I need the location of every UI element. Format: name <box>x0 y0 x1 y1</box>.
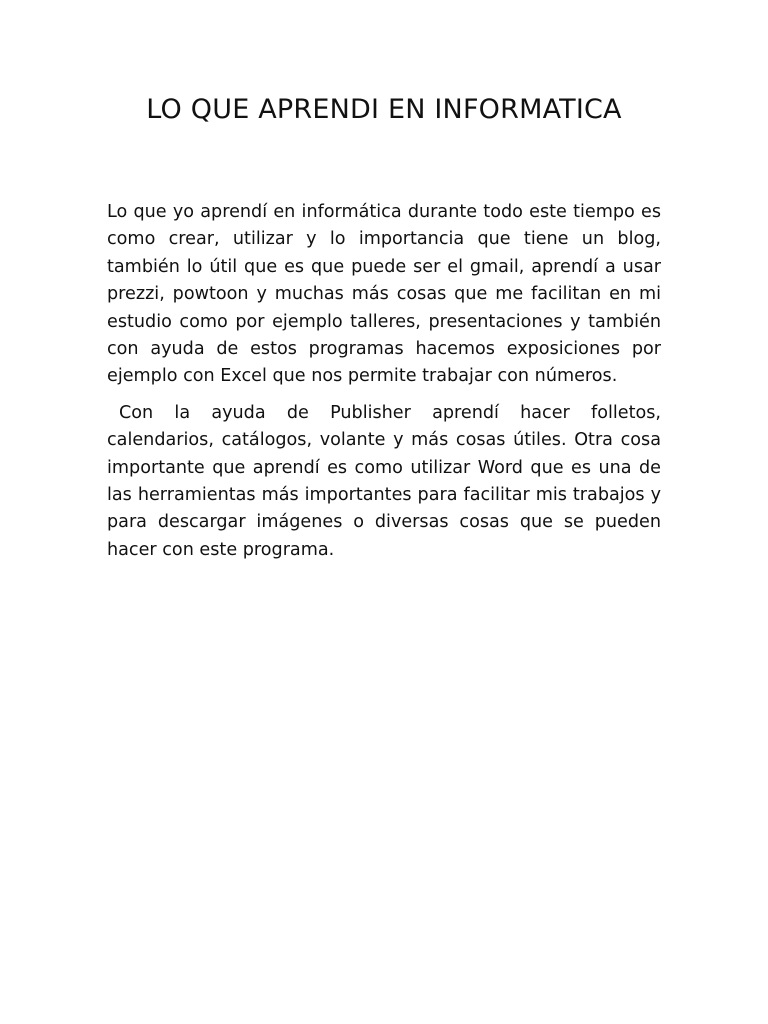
document-body <box>107 199 661 564</box>
paragraph-1: Lo que yo aprendí en informática durante todo este tiempo es como crear, utilizar y lo importancia que tiene un blog, también lo útil que es que puede ser el gmail, aprendí a usar prezzi, powtoon y muchas más cosas que me facilitan en mi estudio como por ejemplo talleres, presentaciones y también con ayuda de estos programas hacemos exposiciones por ejemplo con Excel que nos permite trabajar con números. <box>107 202 661 387</box>
paragraph-2: Con la ayuda de Publisher aprendí hacer folletos, calendarios, catálogos, volante y más cosas útiles. Otra cosa importante que aprendí es como utilizar Word que es una de las herramientas más importantes para facilitar mis trabajos y para descargar imágenes o diversas cosas que se pueden hacer con este programa. <box>107 402 661 560</box>
document-title: LO QUE APRENDI EN INFORMATICA <box>146 94 622 125</box>
